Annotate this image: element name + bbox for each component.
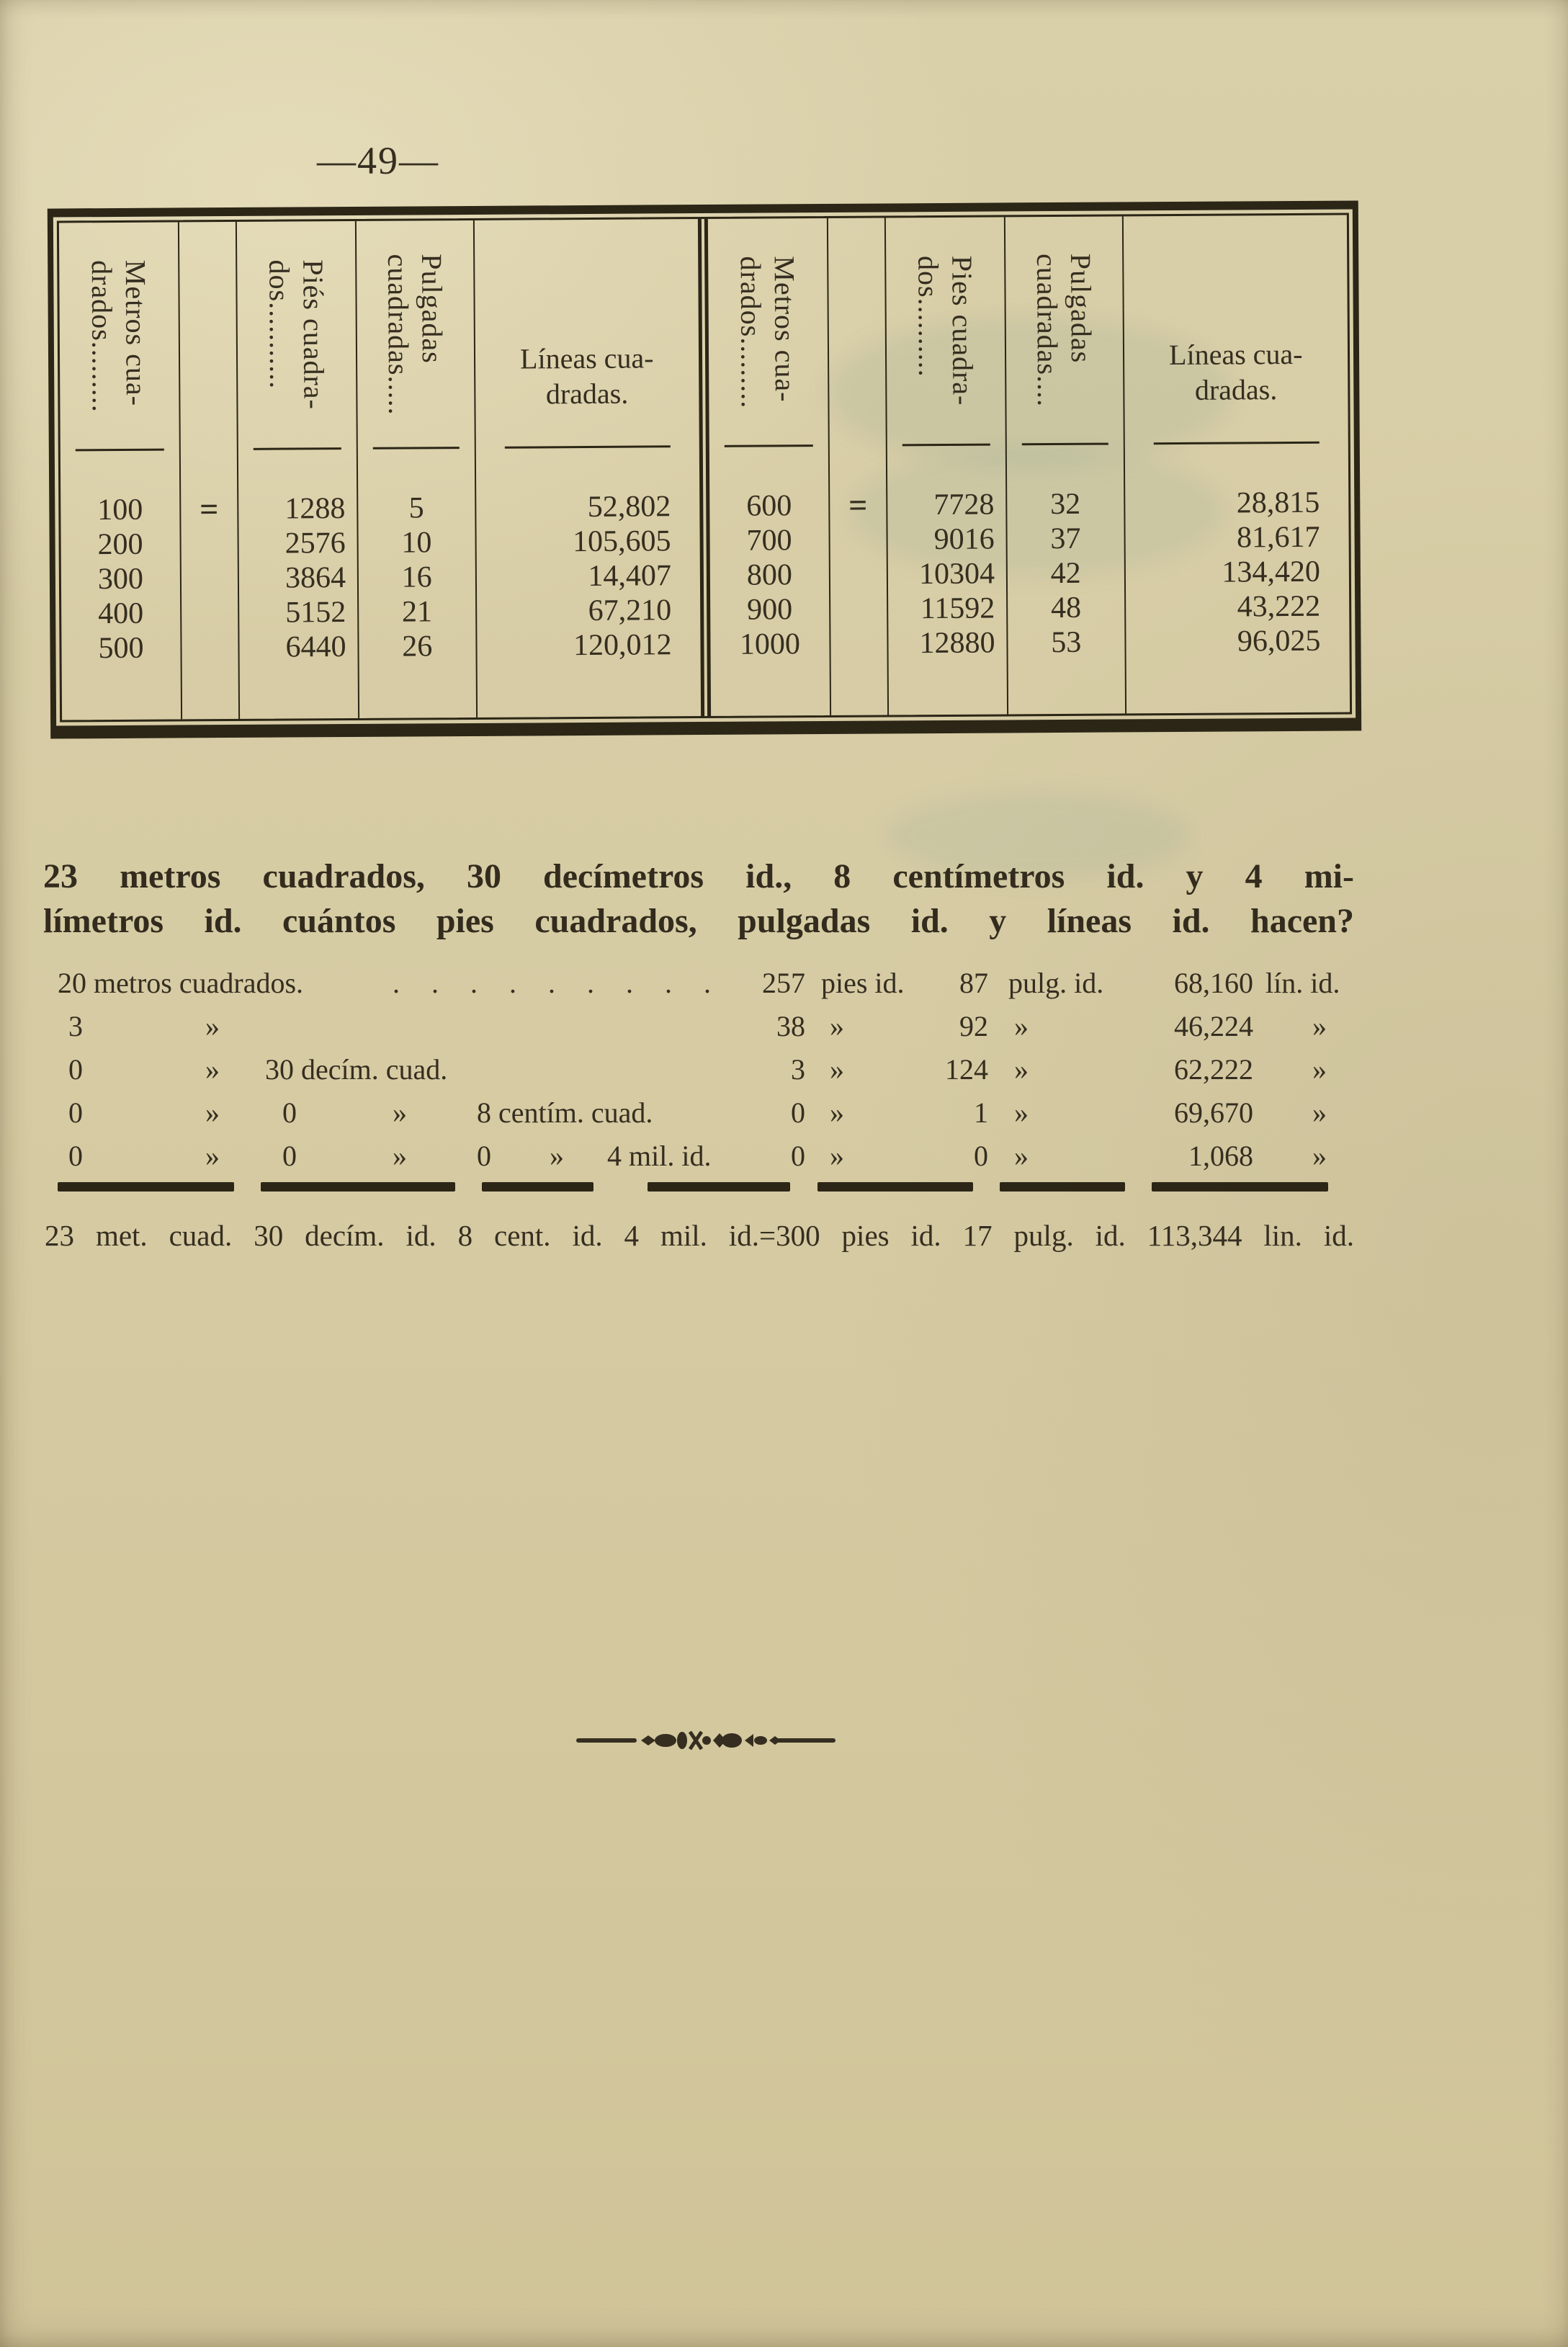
rule-segment — [1000, 1182, 1125, 1192]
rotated-header-text — [734, 256, 802, 408]
table-cell: 12880 — [919, 626, 995, 661]
table-cell: 53 — [1051, 625, 1082, 660]
equals-body-left — [181, 449, 238, 719]
worked-row — [0, 965, 1568, 1001]
rotated-header-text — [381, 254, 449, 415]
equals-body-right — [830, 444, 887, 715]
worked-row — [0, 1095, 1568, 1131]
worked-cell: » — [830, 1096, 844, 1129]
pies-values-left — [238, 448, 358, 719]
header-line: Pulgadas — [1064, 253, 1098, 364]
worked-cell: 0 — [68, 1096, 83, 1129]
header-pies-left — [237, 221, 357, 449]
table-cell: 28,815 — [1236, 486, 1320, 520]
header-line: dos.......... — [912, 256, 946, 378]
worked-cell: 124 — [945, 1053, 988, 1086]
worked-cell: » — [205, 1096, 220, 1129]
rule-segment — [648, 1182, 790, 1192]
worked-cell: » — [393, 1096, 407, 1129]
header-pies-right — [886, 217, 1005, 444]
horizontal-header-text — [1168, 251, 1303, 407]
table-cell: 5152 — [285, 596, 346, 630]
conversion-table — [48, 200, 1361, 738]
worked-cell: 1 — [974, 1096, 988, 1129]
table-cell: 96,025 — [1237, 624, 1321, 658]
col-metros-right — [708, 218, 831, 716]
header-line: cuadradas..... — [381, 254, 416, 416]
table-cell: 134,420 — [1222, 555, 1321, 589]
worked-cell: 0 — [68, 1053, 83, 1086]
table-cell: 100 — [97, 493, 143, 527]
worked-cell: » — [550, 1140, 564, 1172]
rotated-header-text — [262, 259, 331, 410]
header-line: Líneas cua- — [519, 341, 654, 375]
horizontal-header-text — [519, 255, 654, 411]
ornament-graphic — [576, 1727, 835, 1753]
worked-cell: 0 — [791, 1140, 805, 1172]
rule-segment — [261, 1182, 455, 1192]
worked-cell: » — [1014, 1140, 1029, 1172]
table-left-half — [59, 219, 701, 720]
conversion-table-inner — [57, 213, 1352, 723]
col-equals-left — [179, 222, 240, 719]
col-pies-left — [237, 221, 359, 719]
lineas-values-right — [1124, 442, 1350, 714]
worked-cell: 0 — [974, 1140, 988, 1172]
worked-cell: 4 mil. id. — [607, 1140, 712, 1172]
worked-cell: 257 — [762, 967, 805, 999]
worked-cell: 0 — [68, 1140, 83, 1172]
metros-values-left — [61, 449, 181, 720]
table-cell: 600 — [746, 489, 792, 523]
table-cell: 11592 — [920, 591, 995, 626]
pulgadas-values-right — [1007, 443, 1125, 714]
header-metros-left — [59, 222, 179, 450]
table-cell: 26 — [402, 630, 433, 663]
rule-segment — [1152, 1182, 1328, 1192]
worked-cell: » — [205, 1053, 220, 1086]
header-line: Pulgadas — [415, 253, 449, 364]
worked-cell: » — [205, 1140, 220, 1172]
header-line: dos........... — [263, 259, 297, 390]
worked-cell: 3 — [68, 1010, 83, 1042]
worked-cell: 68,160 — [1174, 967, 1253, 999]
table-right-half — [698, 215, 1350, 716]
worked-row — [0, 1009, 1568, 1045]
header-lineas-left — [474, 219, 699, 447]
worked-cell: » — [1312, 1140, 1327, 1172]
worked-row — [0, 1052, 1568, 1088]
table-cell: 16 — [401, 560, 432, 594]
worked-cell: » — [1312, 1096, 1327, 1129]
table-cell: 105,605 — [572, 524, 671, 559]
worked-cell: 62,222 — [1174, 1053, 1253, 1086]
worked-cell: » — [1014, 1053, 1029, 1086]
table-cell: 81,617 — [1236, 520, 1320, 555]
header-pulgadas-left — [357, 220, 474, 448]
header-line: Metros cua- — [119, 259, 153, 406]
table-cell: 3864 — [285, 561, 346, 595]
sum-rule — [58, 1182, 1328, 1192]
rotated-header-text — [1030, 254, 1098, 407]
table-cell: 7728 — [933, 488, 995, 522]
table-cell: 14,407 — [588, 559, 672, 593]
table-cell: 32 — [1049, 487, 1081, 522]
worked-cell: 0 — [282, 1140, 297, 1172]
worked-cell: 0 — [791, 1096, 805, 1129]
col-pulgadas-left — [357, 220, 478, 718]
equals-sign: = — [200, 491, 219, 528]
table-cell: 2576 — [285, 527, 346, 560]
pulgadas-values-left — [358, 447, 476, 718]
worked-cell: 20 metros cuadrados. — [58, 967, 304, 999]
table-cell: 42 — [1050, 556, 1081, 591]
summary-line: 23 met. cuad. 30 decím. id. 8 cent. id. 4 mil. id.=300 pies id. 17 pulg. id. 113,344 lin. id. — [45, 1219, 1354, 1252]
header-line: Pies cuadra- — [946, 255, 980, 406]
problem-line: límetros id. cuántos pies cuadrados, pulgadas id. y líneas id. hacen? — [43, 902, 1354, 940]
lineas-values-left — [475, 446, 701, 717]
table-cell: 500 — [98, 631, 144, 666]
col-lineas-right — [1123, 215, 1350, 714]
header-pulgadas-right — [1005, 216, 1123, 444]
table-cell: 43,222 — [1237, 589, 1321, 624]
table-cell: 6440 — [285, 630, 346, 664]
worked-cell: 8 centím. cuad. — [477, 1096, 653, 1129]
col-lineas-left — [474, 219, 701, 717]
worked-cell: » — [830, 1053, 844, 1086]
header-equals-right — [828, 218, 886, 444]
header-line: dradas. — [545, 377, 629, 410]
worked-cell: 0 — [477, 1140, 491, 1172]
divider-ornament — [576, 1727, 835, 1753]
worked-cell: 92 — [959, 1010, 988, 1042]
col-metros-left — [59, 222, 182, 720]
worked-cell: 46,224 — [1174, 1010, 1253, 1042]
table-cell: 48 — [1050, 591, 1082, 625]
header-equals-left — [179, 222, 237, 449]
worked-cell: » — [830, 1140, 844, 1172]
worked-cell: » — [393, 1140, 407, 1172]
worked-row — [0, 1138, 1568, 1174]
table-cell: 10304 — [918, 557, 995, 591]
table-cell: 1000 — [739, 627, 801, 661]
rule-segment — [817, 1182, 973, 1192]
table-cell: 21 — [401, 595, 433, 629]
table-cell: 700 — [746, 524, 792, 558]
table-cell: 1288 — [285, 492, 346, 526]
table-cell: 52,802 — [587, 490, 671, 524]
worked-cell: » — [1312, 1053, 1327, 1086]
equals-sign: = — [848, 486, 868, 524]
worked-cell: pies id. — [821, 967, 905, 999]
table-cell: 67,210 — [588, 594, 672, 627]
col-pies-right — [886, 217, 1008, 715]
worked-cell: 1,068 — [1188, 1140, 1253, 1172]
worked-cell: 30 decím. cuad. — [265, 1053, 448, 1086]
header-lineas-right — [1123, 215, 1348, 444]
worked-cell: 0 — [282, 1096, 297, 1129]
header-line: dradas. — [1194, 372, 1278, 406]
worked-cell: 3 — [791, 1053, 805, 1086]
table-cell: 800 — [746, 558, 793, 592]
col-equals-right — [828, 218, 889, 715]
table-cell: 400 — [98, 596, 144, 631]
header-line: Líneas cua- — [1168, 337, 1303, 371]
table-cell: 200 — [97, 527, 143, 562]
table-cell: 9016 — [933, 522, 995, 557]
rule-segment — [482, 1182, 593, 1192]
problem-statement — [43, 854, 1354, 944]
table-cell: 900 — [747, 593, 793, 627]
metros-values-right — [709, 445, 830, 716]
table-cell: 300 — [97, 562, 144, 596]
worked-cell: » — [1014, 1010, 1029, 1042]
worked-cell: » — [830, 1010, 844, 1042]
header-metros-right — [708, 218, 828, 446]
worked-cell: 87 — [959, 967, 988, 999]
rule-segment — [58, 1182, 234, 1192]
col-pulgadas-right — [1005, 216, 1126, 714]
table-cell: 5 — [408, 491, 424, 525]
worked-cell: 69,670 — [1174, 1096, 1253, 1129]
header-line: drados......... — [85, 259, 119, 413]
table-cell: 10 — [401, 526, 432, 560]
pies-values-right — [887, 444, 1007, 715]
rotated-header-text — [911, 256, 980, 406]
header-line: Metros cua- — [768, 255, 802, 403]
header-line: drados......... — [734, 256, 768, 409]
problem-line: 23 metros cuadrados, 30 decímetros id., 8 centímetros id. y 4 mi- — [43, 857, 1354, 895]
worked-cell: » — [1014, 1096, 1029, 1129]
worked-cell: lín. id. — [1265, 967, 1340, 999]
rotated-header-text — [85, 259, 153, 412]
header-line: cuadradas.... — [1030, 253, 1065, 408]
table-cell: 37 — [1050, 522, 1081, 556]
table-cell: 120,012 — [573, 628, 672, 663]
worked-cell: 38 — [776, 1010, 805, 1042]
worked-cell: pulg. id. — [1008, 967, 1104, 999]
dot-leader: . . . . . . . . . — [393, 967, 723, 999]
header-line: Piés cuadra- — [297, 259, 331, 411]
worked-cell: » — [205, 1010, 220, 1042]
worked-cell: » — [1312, 1010, 1327, 1042]
page-number: —49— — [317, 139, 439, 182]
